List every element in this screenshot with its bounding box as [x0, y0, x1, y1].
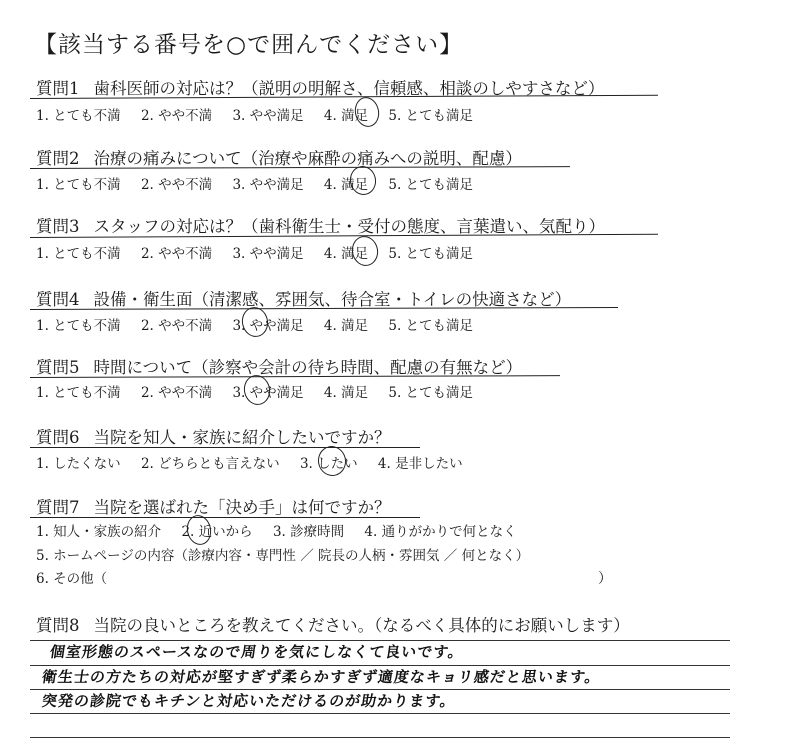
- option-4[interactable]: 4. 満足: [323, 108, 369, 124]
- answer-rule: [30, 713, 730, 714]
- option-4[interactable]: 4. 満足: [323, 318, 369, 334]
- options-line-3: [36, 567, 107, 587]
- option-6[interactable]: 6. その他（: [36, 571, 108, 587]
- option-3[interactable]: 3. やや満足: [232, 108, 304, 124]
- option-4[interactable]: 4. 是非したい: [377, 456, 463, 472]
- question-7-text: [36, 494, 391, 518]
- question-body: 当院を知人・家族に紹介したいですか？: [93, 428, 391, 447]
- question-body: 歯科医師の対応は？（説明の明解さ、信頼感、相談のしやすさなど）: [93, 79, 605, 98]
- option-1[interactable]: 1. とても不満: [36, 108, 121, 124]
- question-8-text: [36, 612, 630, 636]
- question-body: 治療の痛みについて（治療や麻酔の痛みへの説明、配慮）: [93, 149, 522, 168]
- options: [36, 520, 533, 540]
- option-1[interactable]: 1. 知人・家族の紹介: [36, 524, 162, 540]
- option-2[interactable]: 2. どちらとも言えない: [140, 456, 280, 472]
- question-body: 当院の良いところを教えてください。（なるべく具体的にお願いします）: [93, 616, 630, 635]
- option-1[interactable]: 1. とても不満: [36, 318, 121, 334]
- option-3[interactable]: 3. やや満足: [232, 246, 304, 262]
- option-3[interactable]: 3. したい: [299, 456, 358, 472]
- question-label: 質問2: [36, 149, 80, 168]
- option-4[interactable]: 4. 満足: [323, 246, 369, 262]
- question-body: 設備・衛生面（清潔感、雰囲気、待合室・トイレの快適さなど）: [93, 290, 572, 309]
- underline: [30, 517, 420, 518]
- option-5[interactable]: 5. とても満足: [388, 177, 474, 193]
- answer-circle: [352, 95, 382, 129]
- question-2-text: [36, 145, 522, 169]
- answer-circle: [315, 443, 349, 478]
- answer-rule: [30, 737, 730, 738]
- options: [36, 173, 489, 193]
- option-1[interactable]: 1. とても不満: [36, 177, 121, 193]
- question-label: 質問7: [36, 498, 80, 517]
- option-4[interactable]: 4. 満足: [323, 177, 369, 193]
- question-6-text: [36, 424, 391, 448]
- question-label: 質問5: [36, 358, 80, 377]
- option-2[interactable]: 2. やや不満: [140, 177, 213, 193]
- option-1[interactable]: 1. とても不満: [36, 385, 121, 401]
- question-body: スタッフの対応は？（歯科衛生士・受付の態度、言葉遣い、気配り）: [93, 217, 605, 236]
- options: [36, 452, 479, 472]
- option-5[interactable]: 5. とても満足: [388, 108, 474, 124]
- options-line-2: [36, 544, 529, 564]
- option-2[interactable]: 2. やや不満: [140, 246, 213, 262]
- option-5[interactable]: 5. とても満足: [388, 385, 474, 401]
- option-2[interactable]: 2. やや不満: [140, 385, 213, 401]
- underline: [30, 447, 420, 448]
- option-3[interactable]: 3. やや満足: [232, 385, 304, 401]
- question-label: 質問8: [36, 616, 80, 635]
- question-body: 当院を選ばれた「決め手」は何ですか？: [93, 498, 391, 517]
- handwritten-answer-line-3: 突発の診院でもキチンと対応いただけるのが助かります。: [40, 692, 458, 710]
- question-body: 時間について（診察や会計の待ち時間、配慮の有無など）: [93, 358, 523, 377]
- option-1[interactable]: 1. とても不満: [36, 246, 121, 262]
- option-4[interactable]: 4. 通りがかりで何となく: [364, 524, 517, 540]
- handwritten-answer-line-2: 衛生士の方たちの対応が堅すぎず柔らかすぎず適度なキョリ感だと思います。: [40, 668, 603, 686]
- handwritten-answer-line-1: 個室形態のスペースなので周りを気にしなくて良いです。: [48, 643, 466, 661]
- option-3[interactable]: 3. 診療時間: [272, 524, 345, 540]
- question-label: 質問1: [36, 79, 80, 98]
- question-label: 質問3: [36, 217, 80, 236]
- question-label: 質問6: [36, 428, 80, 447]
- option-5[interactable]: 5. ホームページの内容（診療内容・専門性 ／ 院長の人柄・雰囲気 ／ 何となく）: [36, 548, 530, 564]
- question-3-text: [36, 213, 605, 237]
- question-5-text: [36, 354, 522, 378]
- option-5[interactable]: 5. とても満足: [388, 246, 474, 262]
- option-2[interactable]: 2. やや不満: [140, 318, 213, 334]
- option-4[interactable]: 4. 満足: [323, 385, 369, 401]
- option-3[interactable]: 3. やや満足: [232, 318, 304, 334]
- option-2[interactable]: 2. 近いから: [181, 524, 253, 540]
- survey-title: 【該当する番号を○で囲んでください】: [34, 32, 464, 58]
- option-3[interactable]: 3. やや満足: [232, 177, 304, 193]
- option-5[interactable]: 5. とても満足: [388, 318, 474, 334]
- option-6-close-paren: ）: [598, 571, 612, 587]
- options: [36, 104, 489, 124]
- options: [36, 242, 489, 262]
- question-label: 質問4: [36, 290, 80, 309]
- option-1[interactable]: 1. したくない: [36, 456, 121, 472]
- option-2[interactable]: 2. やや不満: [140, 108, 213, 124]
- answer-circle: [349, 234, 381, 269]
